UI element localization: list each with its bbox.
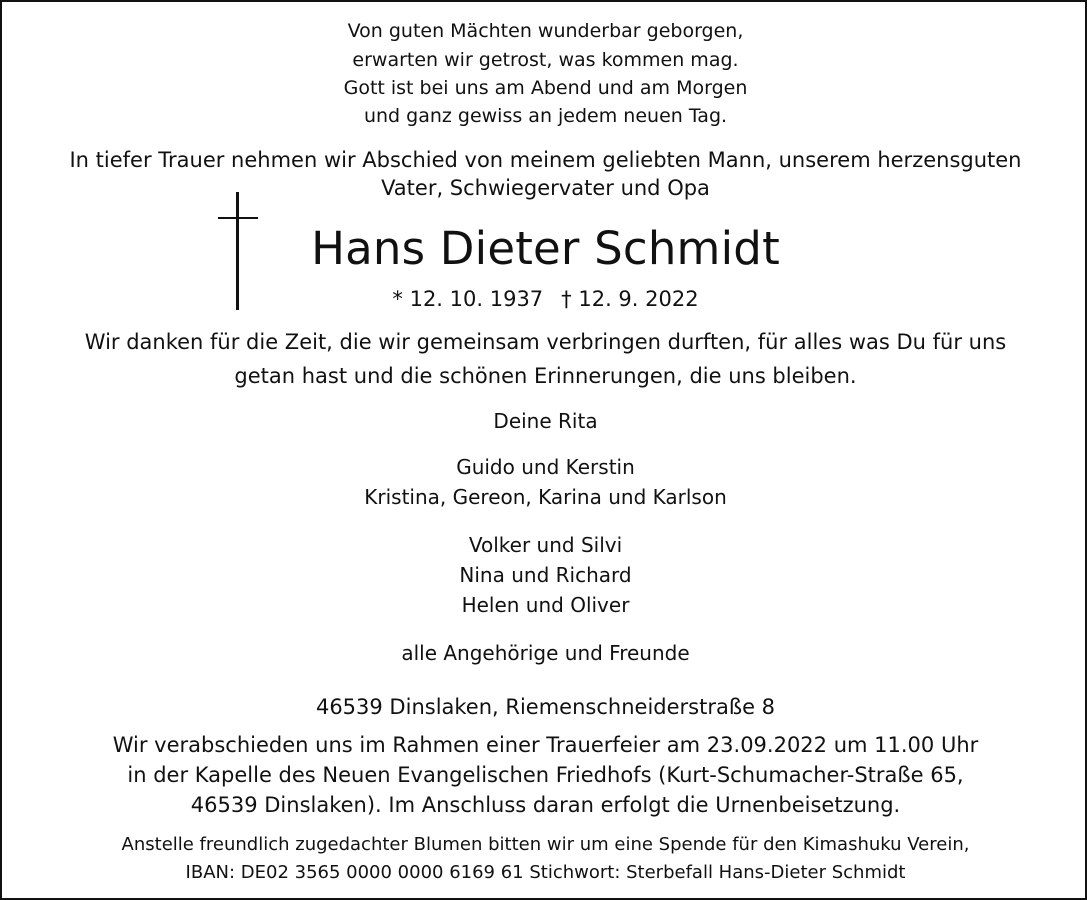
- mourner-spouse: Deine Rita: [493, 409, 598, 433]
- mourner-line: Kristina, Gereon, Karina und Karlson: [364, 485, 727, 509]
- mourner-line: Volker und Silvi: [468, 533, 623, 557]
- donation-line: Anstelle freundlich zugedachter Blumen bitten wir um eine Spende für den Kimashuku Verein,: [121, 834, 970, 855]
- mourner-line: Guido und Kerstin: [456, 455, 635, 479]
- poem-line: erwarten wir getrost, was kommen mag.: [352, 49, 739, 71]
- deceased-name: Hans Dieter Schmidt: [311, 222, 780, 275]
- address: 46539 Dinslaken, Riemenschneiderstraße 8: [315, 695, 776, 719]
- poem-line: Gott ist bei uns am Abend und am Morgen: [343, 77, 748, 99]
- birth-date: * 12. 10. 1937: [392, 287, 544, 311]
- life-dates: [2, 289, 1087, 310]
- mourner-line: Nina und Richard: [459, 563, 632, 587]
- mourner-line: Helen und Oliver: [461, 593, 630, 617]
- death-date: † 12. 9. 2022: [561, 287, 699, 311]
- poem-line: Von guten Mächten wunderbar geborgen,: [347, 20, 744, 42]
- thanks-line: getan hast und die schönen Erinnerungen, die uns bleiben.: [234, 364, 857, 388]
- mourner-others: alle Angehörige und Freunde: [401, 641, 690, 665]
- service-line: Wir verabschieden uns im Rahmen einer Trauerfeier am 23.09.2022 um 11.00 Uhr: [112, 733, 979, 757]
- thanks-line: Wir danken für die Zeit, die wir gemeinsam verbringen durften, für alles was Du für uns: [84, 330, 1007, 354]
- poem-line: und ganz gewiss an jedem neuen Tag.: [363, 105, 728, 127]
- intro-line: Vater, Schwiegervater und Opa: [381, 176, 710, 200]
- donation-line: IBAN: DE02 3565 0000 0000 6169 61 Stichwort: Sterbefall Hans-Dieter Schmidt: [185, 862, 906, 883]
- service-line: in der Kapelle des Neuen Evangelischen Friedhofs (Kurt-Schumacher-Straße 65,: [127, 763, 964, 787]
- service-line: 46539 Dinslaken). Im Anschluss daran erfolgt die Urnenbeisetzung.: [190, 793, 901, 817]
- intro-line: In tiefer Trauer nehmen wir Abschied von meinem geliebten Mann, unserem herzensguten: [69, 148, 1022, 172]
